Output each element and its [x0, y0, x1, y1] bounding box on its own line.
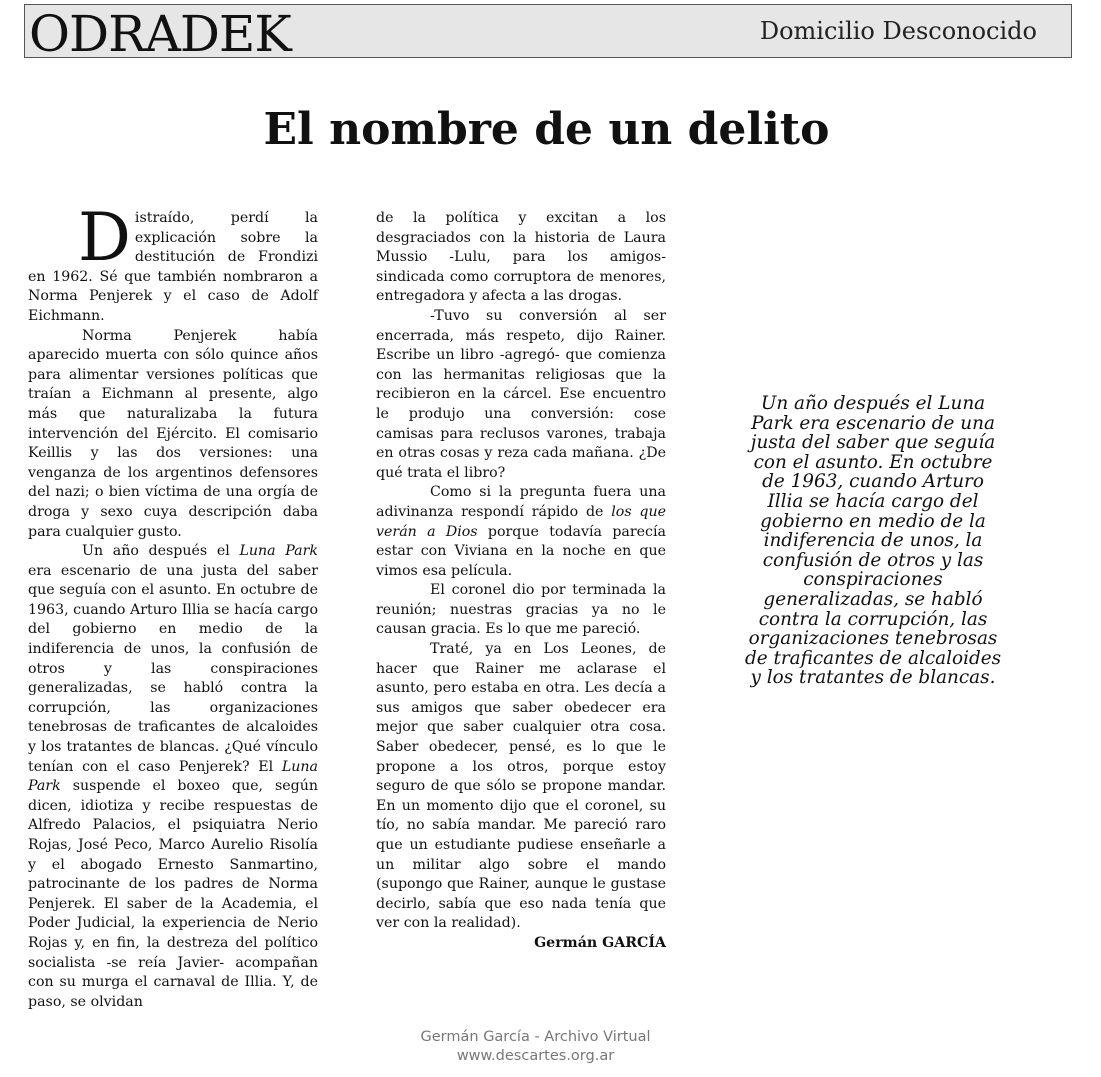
- article-column-1: [28, 199, 318, 1012]
- paragraph: -Tuvo su conversión al ser encerrada, más respeto, dijo Rainer. Escribe un libro -agregó- que comienza con las hermanitas religiosas que la recibieron en la cárcel. Ese encuentro le produjo una conversión: cose camisas para reclusos varones, trabaja en otras cosas y reza cada mañana. ¿De qué trata el libro?: [376, 307, 666, 481]
- paragraph: Traté, ya en Los Leones, de hacer que Rainer me aclarase el asunto, pero estaba en otra. Les decía a sus amigos que saber obedecer era mejor que saber cualquier otra cosa. Saber obedecer, pensé, es lo que le propone a los otros, porque estoy seguro de que sólo se propone mandar. En un momento dijo que el coronel, su tío, no sabía mandar. Me pareció raro que un estudiante pudiese enseñarle a un militar algo sobre el mando (supongo que Rainer, aunque le gustase decirlo, sabía que eso nada tenía que ver con la realidad).: [376, 641, 666, 932]
- article-column-2: [376, 209, 666, 954]
- paragraph: de la política y excitan a los desgraciados con la historia de Laura Mussio -Lulu, para los amigos- sindicada como corruptora de menores, entregadora y afecta a las drogas.: [376, 210, 666, 305]
- section-name: Domicilio Desconocido: [759, 17, 1037, 45]
- italic-title: los que verán a Dios: [376, 503, 666, 540]
- paragraph: Distraído, perdí la explicación sobre la destitución de Frondizi en 1962. Sé que también nombraron a Norma Penjerek y el caso de Adolf Eichmann.: [28, 199, 318, 324]
- article-title: El nombre de un delito: [263, 104, 830, 155]
- italic-name: Luna Park: [239, 543, 318, 560]
- publication-name: ODRADEK: [29, 5, 291, 63]
- paragraph: El coronel dio por terminada la reunión; nuestras gracias ya no le causan gracia. Es lo que me pareció.: [376, 582, 666, 638]
- paragraph: Norma Penjerek había aparecido muerta con sólo quince años para alimentar versiones políticas que traían a Eichmann al presente, algo más que naturalizaba la futura intervención del Ejército. El comisario Keillis y las dos versiones: una venganza de los argentinos defensores del nazi; o bien víctima de una orgía de droga y sexo cuya descripción daba para cualquier gusto.: [28, 327, 318, 540]
- footer-archive: Germán García - Archivo Virtual: [420, 1029, 651, 1045]
- paragraph: Un año después el Luna Park era escenario de una justa del saber que seguía con el asunto. En octubre de 1963, cuando Arturo Illia se hacía cargo del gobierno en medio de la indiferencia de unos, la confusión de otros y las conspiraciones generalizadas, se habló contra la corrupción, las organizaciones tenebrosas de traficantes de alcaloides y los tratantes de blancas. ¿Qué vínculo tenían con el caso Penjerek? El Luna Park suspende el boxeo que, según dicen, idiotiza y recibe respuestas de Alfredo Palacios, el psiquiatra Nerio Rojas, José Peco, Marco Aurelio Risolía y el abogado Ernesto Sanmartino, patrocinante de los padres de Norma Penjerek. El saber de la Academia, el Poder Judicial, la experiencia de Nerio Rojas y, en fin, la destreza del político socialista -se reía Javier- acompañan con su murga el carnaval de Illia. Y, de paso, se olvidan: [28, 543, 318, 1010]
- paragraph: Como si la pregunta fuera una adivinanza respondí rápido de los que verán a Dios porque todavía parecía estar con Viviana en la noche en que vimos esa película.: [376, 484, 666, 579]
- footer-url: www.descartes.org.ar: [456, 1048, 615, 1064]
- drop-cap: D: [78, 199, 131, 276]
- pull-quote: Un año después el Luna Park era escenario de una justa del saber que seguía con el asunto. En octubre de 1963, cuando Arturo Illia se hacía cargo del gobierno en medio de la indiferencia de unos, la confusión de otros y las conspiraciones generalizadas, se habló contra la corrupción, las organizaciones tenebrosas de traficantes de alcaloides y los tratantes de blancas.: [744, 393, 1002, 689]
- italic-name: Luna Park: [28, 758, 318, 795]
- footer: [0, 1028, 1071, 1066]
- masthead-bar: [24, 4, 1072, 63]
- author-signature: Germán GARCÍA: [534, 934, 666, 951]
